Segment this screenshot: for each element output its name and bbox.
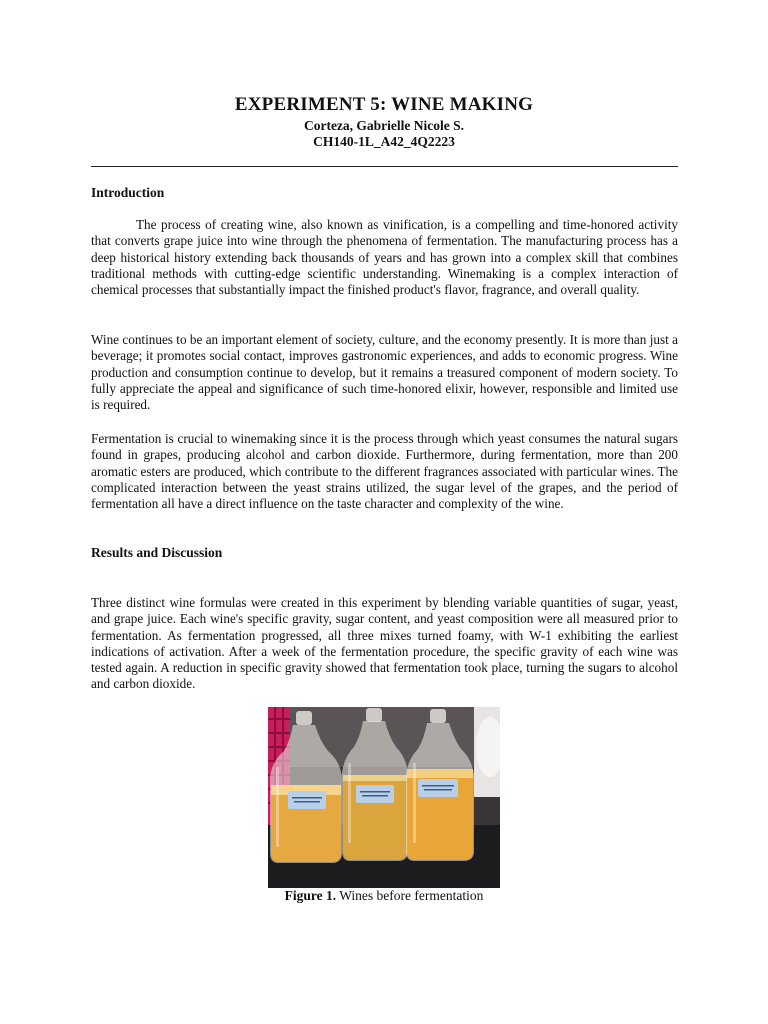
course-code: CH140-1L_A42_4Q2223: [313, 134, 455, 149]
introduction-paragraph-3: Fermentation is crucial to winemaking since it is the process through which yeast consumes the natural sugars found in grapes, producing alcohol and carbon dioxide. Furthermore, during fermentation, more than 200 aromatic esters are produced, which contribute to the different fragrances associated with particular wines. The complicated interaction between the yeast strains utilized, the sugar level of the grapes, and the period of fermentation all have a direct influence on the taste character and complexity of the wine.: [91, 431, 678, 512]
introduction-paragraph-1: The process of creating wine, also known as vinification, is a compelling and time-honored activity that converts grape juice into wine through the phenomena of fermentation. The manufacturing process has a deep historical history extending back thousands of years and has grown into a complex skill that combines traditional methods with cutting-edge scientific understanding. Winemaking is a complex interaction of chemical processes that substantially impact the finished product's flavor, fragrance, and overall quality.: [91, 217, 678, 298]
results-heading: Results and Discussion: [91, 545, 223, 560]
wine-bottles-illustration: [268, 707, 500, 888]
figure-caption: [0, 888, 768, 904]
header-divider: [91, 166, 678, 167]
figure-caption-text: Wines before fermentation: [339, 888, 484, 903]
figure-label: Figure 1.: [284, 888, 337, 903]
wine-bottles-photo: [268, 707, 500, 888]
document-title: EXPERIMENT 5: WINE MAKING: [234, 94, 534, 115]
author-name: Corteza, Gabrielle Nicole S.: [303, 118, 465, 133]
introduction-paragraph-2: Wine continues to be an important element of society, culture, and the economy presently. It is more than just a beverage; it promotes social contact, improves gastronomic experiences, and adds to economic progress. Wine production and consumption continue to develop, but it remains a treasured component of modern society. To fully appreciate the appeal and significance of such time-honored elixir, however, responsible and limited use is required.: [91, 332, 678, 413]
results-paragraph-1: Three distinct wine formulas were created in this experiment by blending variable quantities of sugar, yeast, and grape juice. Each wine's specific gravity, sugar content, and yeast composition were all measured prior to fermentation. As fermentation progressed, all three mixes turned foamy, with W-1 exhibiting the earliest indications of activation. After a week of the fermentation procedure, the specific gravity of each wine was tested again. A reduction in specific gravity showed that fermentation took place, turning the sugars to alcohol and carbon dioxide.: [91, 595, 678, 692]
introduction-heading: Introduction: [91, 185, 165, 200]
